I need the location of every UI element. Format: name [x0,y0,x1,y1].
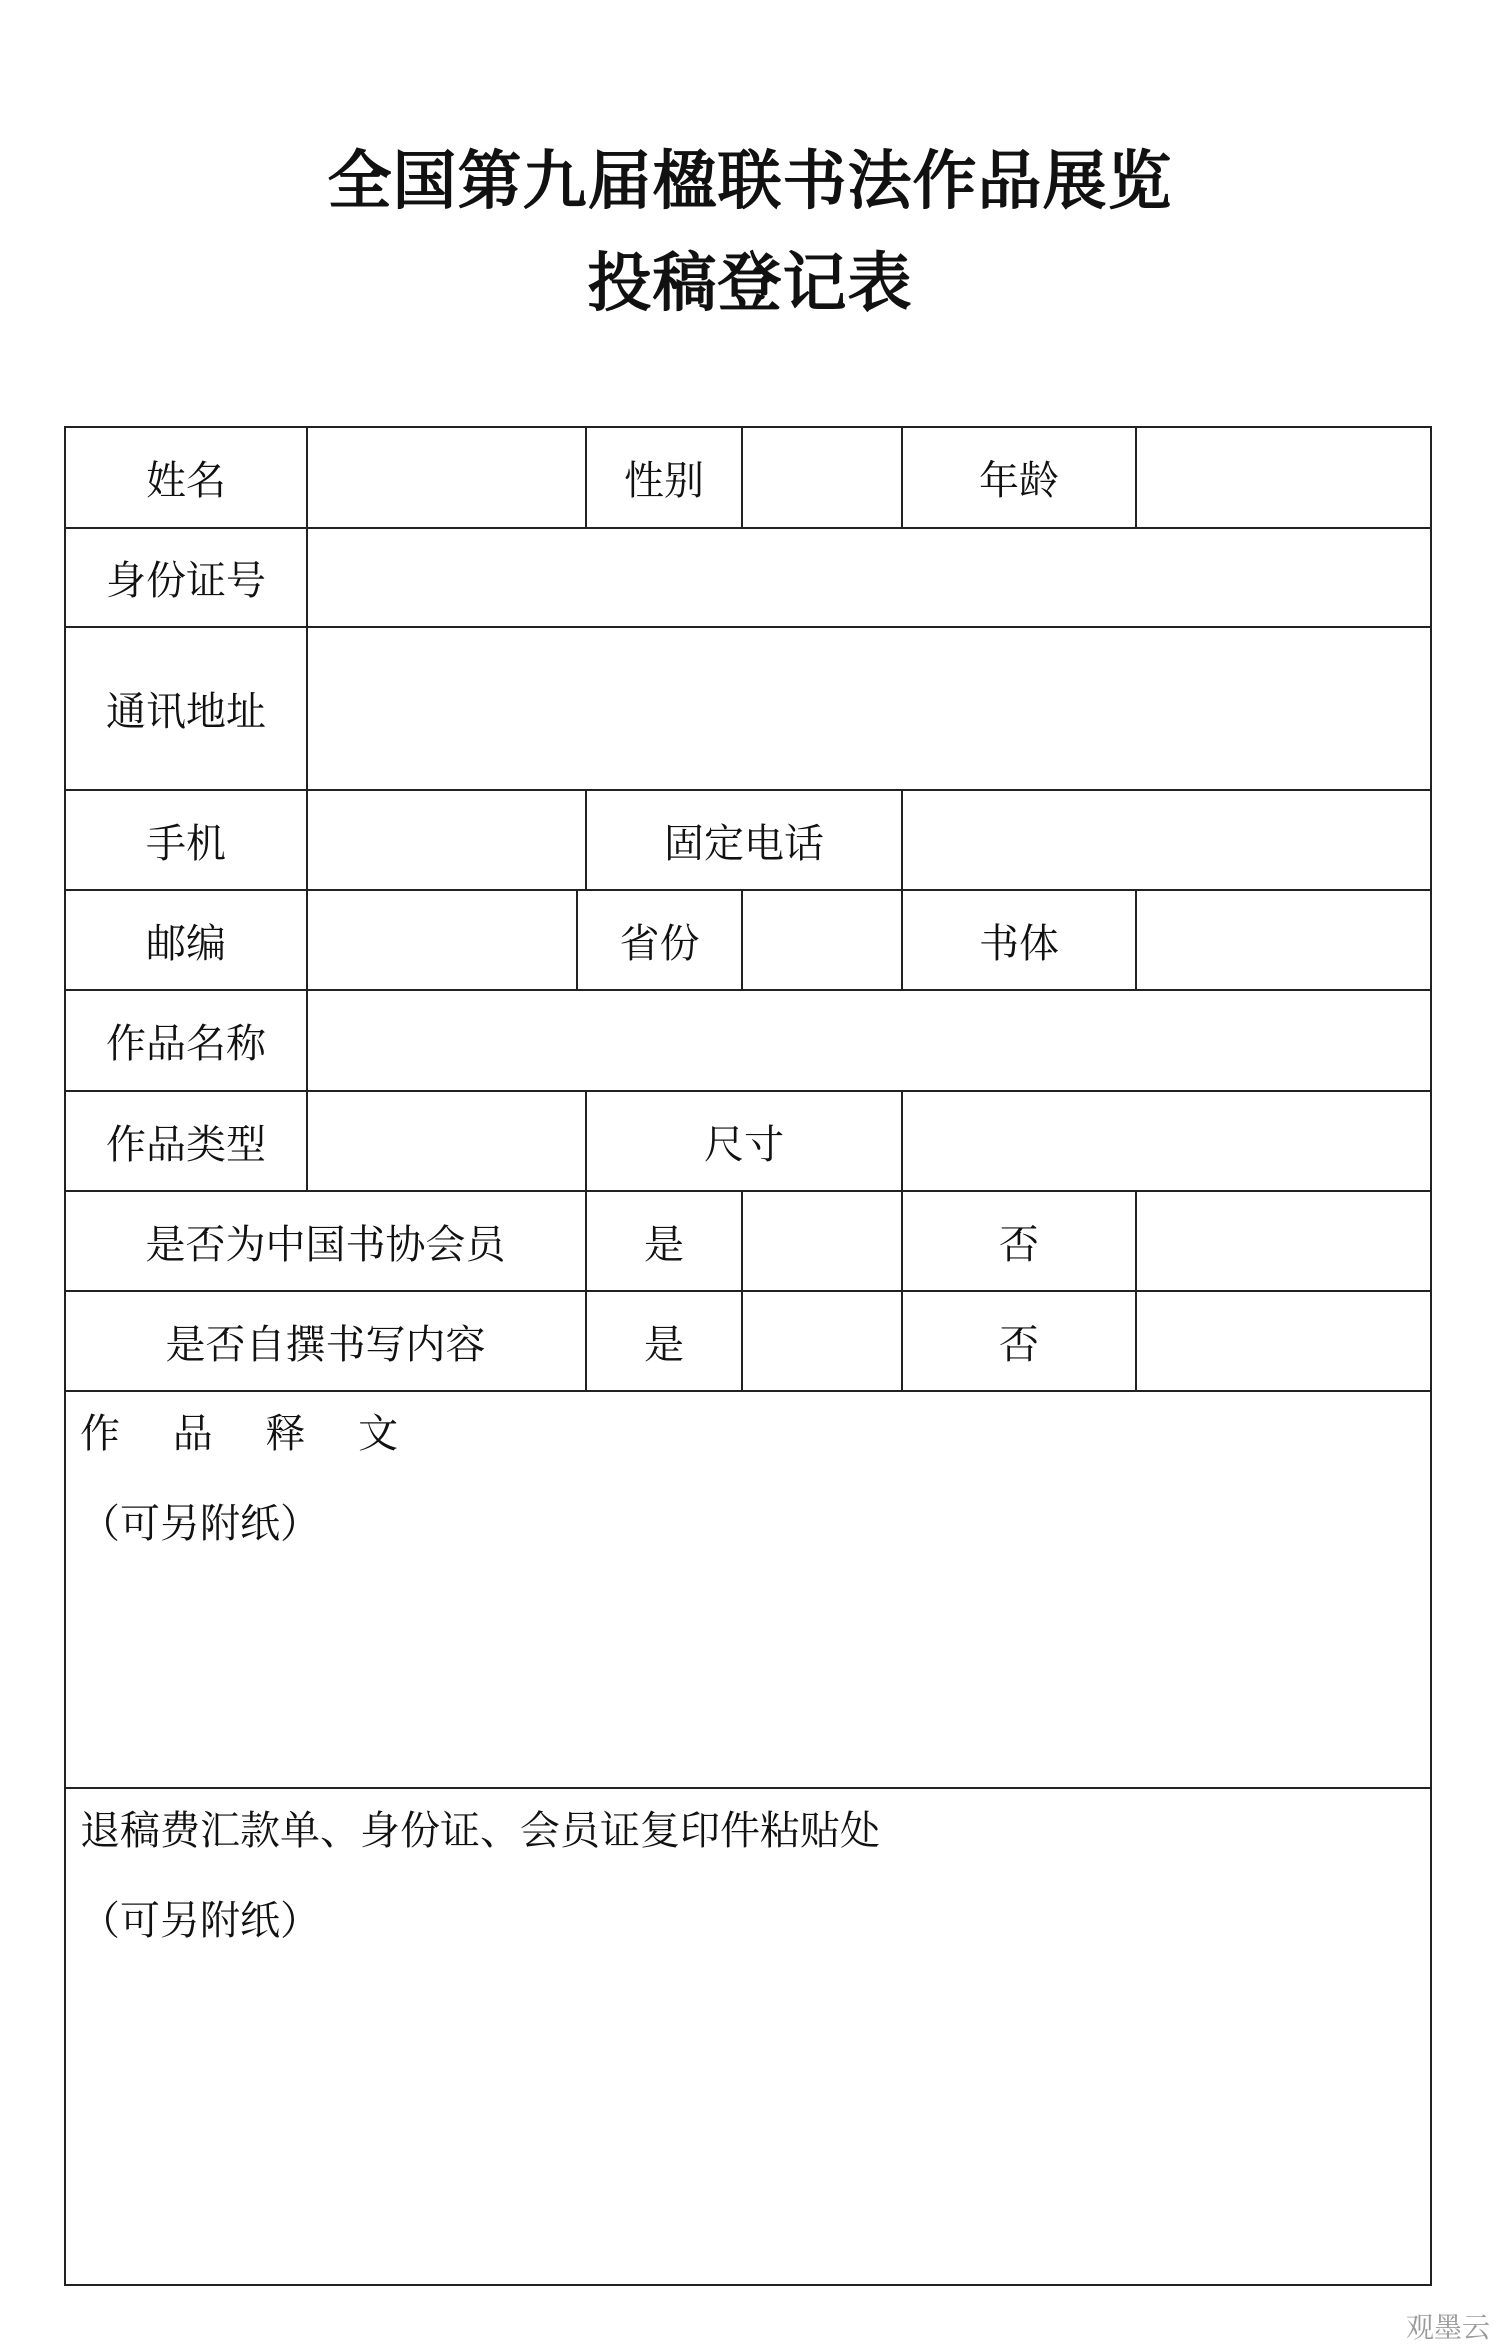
self-composed-no-field[interactable] [1136,1291,1431,1391]
work-type-label: 作品类型 [65,1091,307,1191]
landline-label: 固定电话 [586,790,902,890]
script-style-label: 书体 [902,890,1136,990]
self-composed-yes-field[interactable] [742,1291,902,1391]
member-no-label: 否 [902,1191,1136,1291]
member-yes-field[interactable] [742,1191,902,1291]
row-postcode [65,890,1431,990]
interpretation-area[interactable] [65,1391,1431,1788]
self-composed-question-label: 是否自撰书写内容 [65,1291,586,1391]
landline-field[interactable] [902,790,1431,890]
size-field[interactable] [902,1091,1431,1191]
row-member [65,1191,1431,1291]
row-self-composed [65,1291,1431,1391]
province-field[interactable] [742,890,902,990]
row-work-title [65,990,1431,1091]
work-type-field[interactable] [307,1091,586,1191]
self-composed-no-label: 否 [902,1291,1136,1391]
interpretation-note: （可另附纸） [80,1501,320,1547]
row-name [65,427,1431,528]
id-number-field[interactable] [307,528,1431,627]
self-composed-yes-label: 是 [586,1291,742,1391]
address-field[interactable] [307,627,1431,790]
province-label: 省份 [577,890,742,990]
paste-area[interactable] [65,1788,1431,2285]
work-title-field[interactable] [307,990,1431,1091]
name-field[interactable] [307,427,586,528]
page-subtitle: 投稿登记表 [587,247,913,321]
page-title: 全国第九届楹联书法作品展览 [327,145,1173,219]
row-paste-area [65,1788,1431,2285]
work-title-label: 作品名称 [65,990,307,1091]
postcode-label: 邮编 [65,890,307,990]
script-style-field[interactable] [1136,890,1431,990]
paste-area-label: 退稿费汇款单、身份证、会员证复印件粘贴处 [80,1808,880,1854]
row-id-number [65,528,1431,627]
size-label: 尺寸 [586,1091,902,1191]
id-number-label: 身份证号 [65,528,307,627]
interpretation-label: 作 品 释 文 [80,1411,419,1457]
age-field[interactable] [1136,427,1431,528]
row-phone [65,790,1431,890]
row-interpretation [65,1391,1431,1788]
gender-field[interactable] [742,427,902,528]
mobile-label: 手机 [65,790,307,890]
member-question-label: 是否为中国书协会员 [65,1191,586,1291]
address-label: 通讯地址 [65,627,307,790]
name-label: 姓名 [65,427,307,528]
age-label: 年龄 [902,427,1136,528]
gender-label: 性别 [586,427,742,528]
postcode-field[interactable] [307,890,577,990]
mobile-field[interactable] [307,790,586,890]
watermark: 观墨云 [1405,2311,1490,2344]
row-work-type [65,1091,1431,1191]
member-no-field[interactable] [1136,1191,1431,1291]
member-yes-label: 是 [586,1191,742,1291]
paste-area-note: （可另附纸） [80,1898,320,1944]
registration-form-table [64,426,1432,2286]
row-address [65,627,1431,790]
